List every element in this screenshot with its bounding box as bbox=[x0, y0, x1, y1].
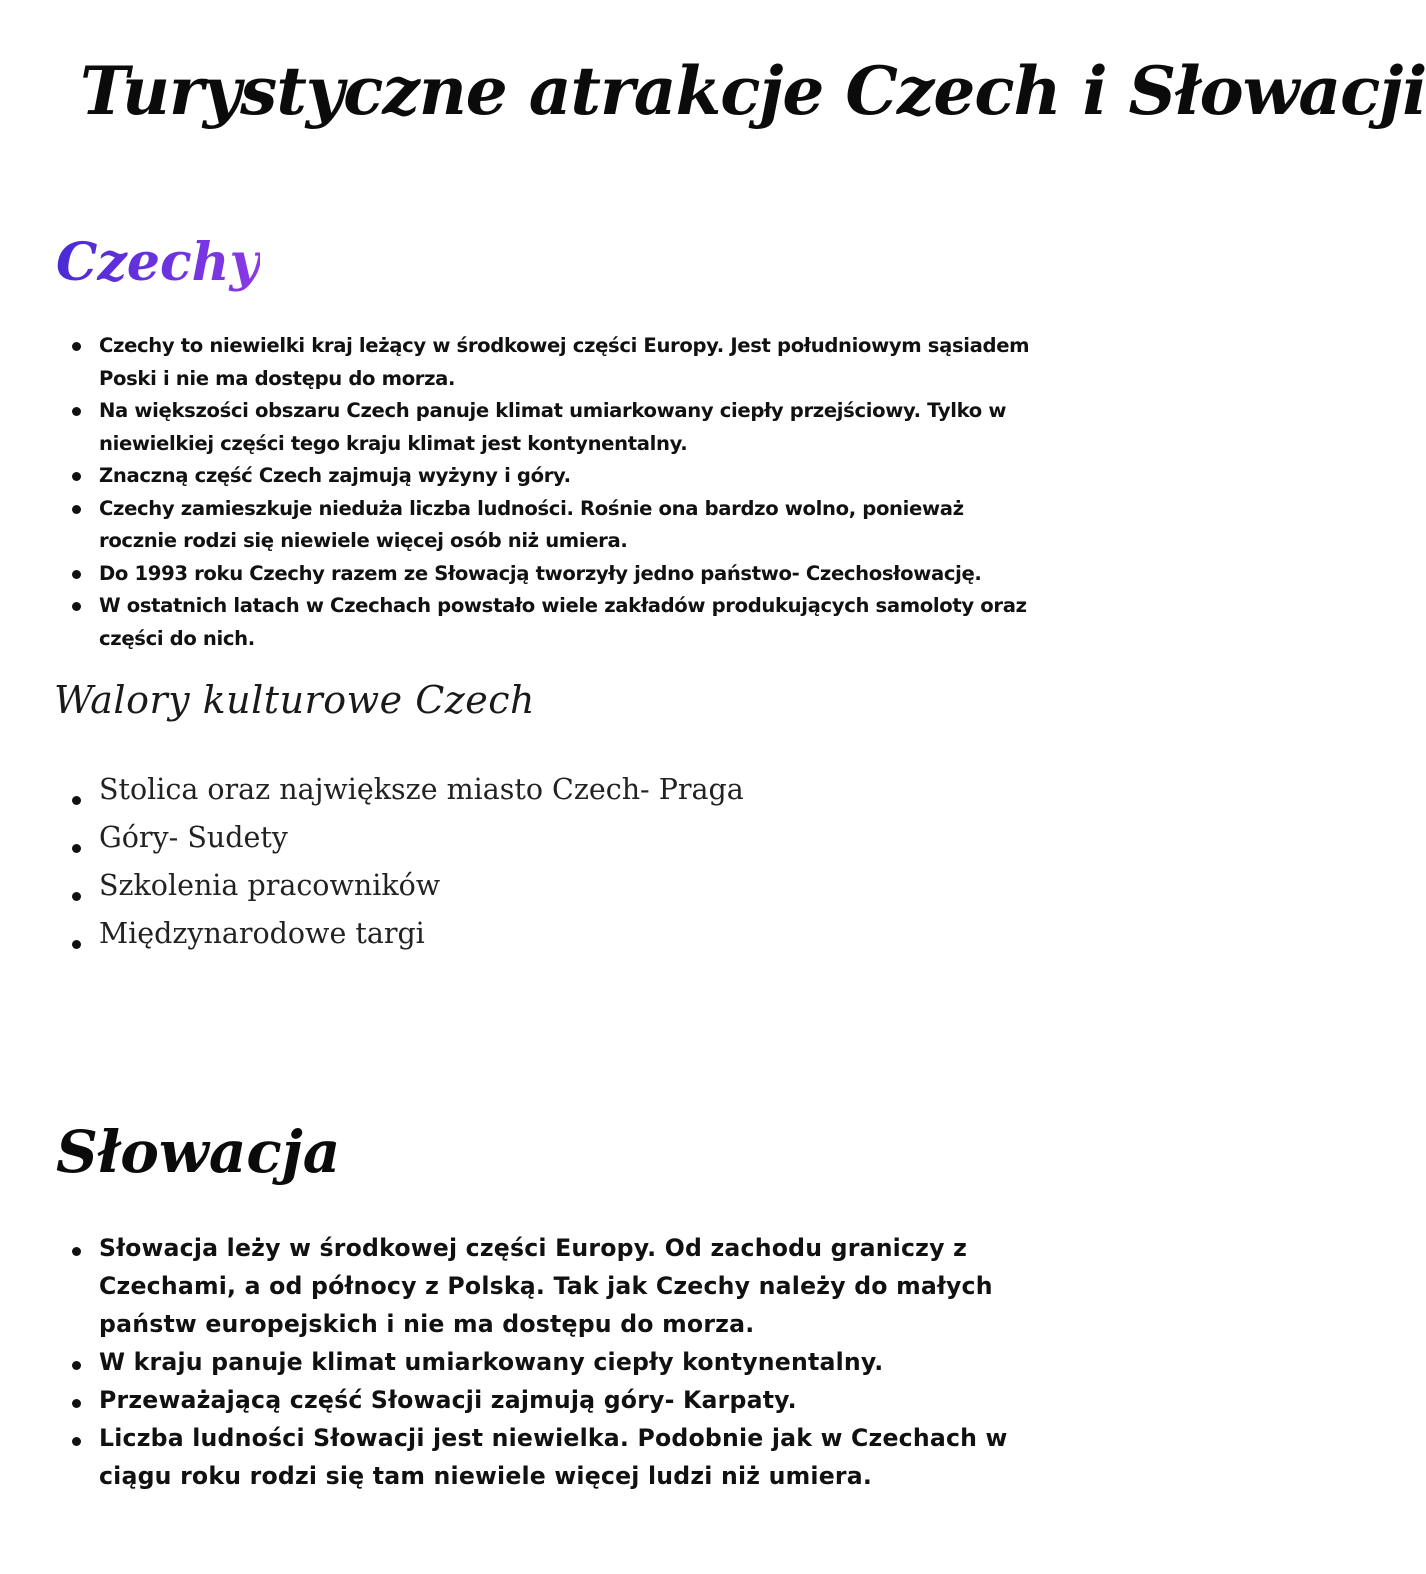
bullet-icon bbox=[72, 407, 81, 416]
bullet-icon bbox=[72, 602, 81, 611]
list-item-text: Przeważającą część Słowacji zajmują góry- Karpaty. bbox=[99, 1386, 797, 1414]
list-item-text: Czechy to niewielki kraj leżący w środkowej części Europy. Jest południowym sąsiadem Poski i nie ma dostępu do morza. bbox=[99, 334, 1030, 390]
section-heading-slowacja: Słowacja bbox=[56, 1118, 341, 1186]
bullet-icon bbox=[72, 940, 81, 949]
list-item bbox=[55, 590, 1035, 655]
list-item bbox=[55, 460, 1035, 493]
list-item-text: Na większości obszaru Czech panuje klimat umiarkowany ciepły przejściowy. Tylko w niewielkiej części tego kraju klimat jest kontynentalny. bbox=[99, 399, 1007, 455]
bullet-icon bbox=[72, 1437, 81, 1446]
list-item-text: W ostatnich latach w Czechach powstało wiele zakładów produkujących samoloty oraz części do nich. bbox=[99, 594, 1027, 650]
bullet-icon bbox=[72, 1399, 81, 1408]
list-item bbox=[55, 1381, 1035, 1419]
list-item-text: Słowacja leży w środkowej części Europy. Od zachodu graniczy z Czechami, a od północy z Polską. Tak jak Czechy należy do małych państw europejskich i nie ma dostępu do morza. bbox=[99, 1234, 993, 1338]
list-item bbox=[55, 1419, 1035, 1495]
page-title: Turystyczne atrakcje Czech i Słowacji bbox=[80, 52, 1426, 130]
bullet-icon bbox=[72, 892, 81, 901]
section-heading-walory: Walory kulturowe Czech bbox=[54, 678, 536, 722]
bullet-icon bbox=[72, 844, 81, 853]
list-item bbox=[55, 395, 1035, 460]
list-item bbox=[55, 558, 1035, 591]
list-item-text: Góry- Sudety bbox=[99, 821, 288, 854]
list-item bbox=[55, 814, 955, 862]
list-item bbox=[55, 1343, 1035, 1381]
list-item bbox=[55, 330, 1035, 395]
section-heading-czechy: Czechy bbox=[56, 232, 260, 293]
czechy-facts-list bbox=[55, 330, 1035, 655]
list-item bbox=[55, 493, 1035, 558]
slowacja-facts-list bbox=[55, 1229, 1035, 1495]
bullet-icon bbox=[72, 342, 81, 351]
list-item-text: Znaczną część Czech zajmują wyżyny i góry. bbox=[99, 464, 571, 487]
list-item bbox=[55, 910, 955, 958]
list-item-text: W kraju panuje klimat umiarkowany ciepły kontynentalny. bbox=[99, 1348, 884, 1376]
bullet-icon bbox=[72, 1247, 81, 1256]
bullet-icon bbox=[72, 472, 81, 481]
list-item-text: Do 1993 roku Czechy razem ze Słowacją tworzyły jedno państwo- Czechosłowację. bbox=[99, 561, 982, 585]
bullet-icon bbox=[72, 570, 81, 579]
list-item bbox=[55, 862, 955, 910]
bullet-icon bbox=[72, 505, 81, 514]
list-item bbox=[55, 1229, 1035, 1343]
list-item-text: Szkolenia pracowników bbox=[99, 869, 441, 902]
walory-list bbox=[55, 766, 955, 958]
list-item-text: Liczba ludności Słowacji jest niewielka. Podobnie jak w Czechach w ciągu roku rodzi się tam niewiele więcej ludzi niż umiera. bbox=[99, 1424, 1008, 1490]
list-item-text: Czechy zamieszkuje nieduża liczba ludności. Rośnie ona bardzo wolno, ponieważ rocznie rodzi się niewiele więcej osób niż umiera. bbox=[99, 496, 964, 552]
bullet-icon bbox=[72, 796, 81, 805]
list-item bbox=[55, 766, 955, 814]
list-item-text: Międzynarodowe targi bbox=[99, 917, 425, 950]
bullet-icon bbox=[72, 1361, 81, 1370]
list-item-text: Stolica oraz największe miasto Czech- Praga bbox=[99, 773, 744, 806]
